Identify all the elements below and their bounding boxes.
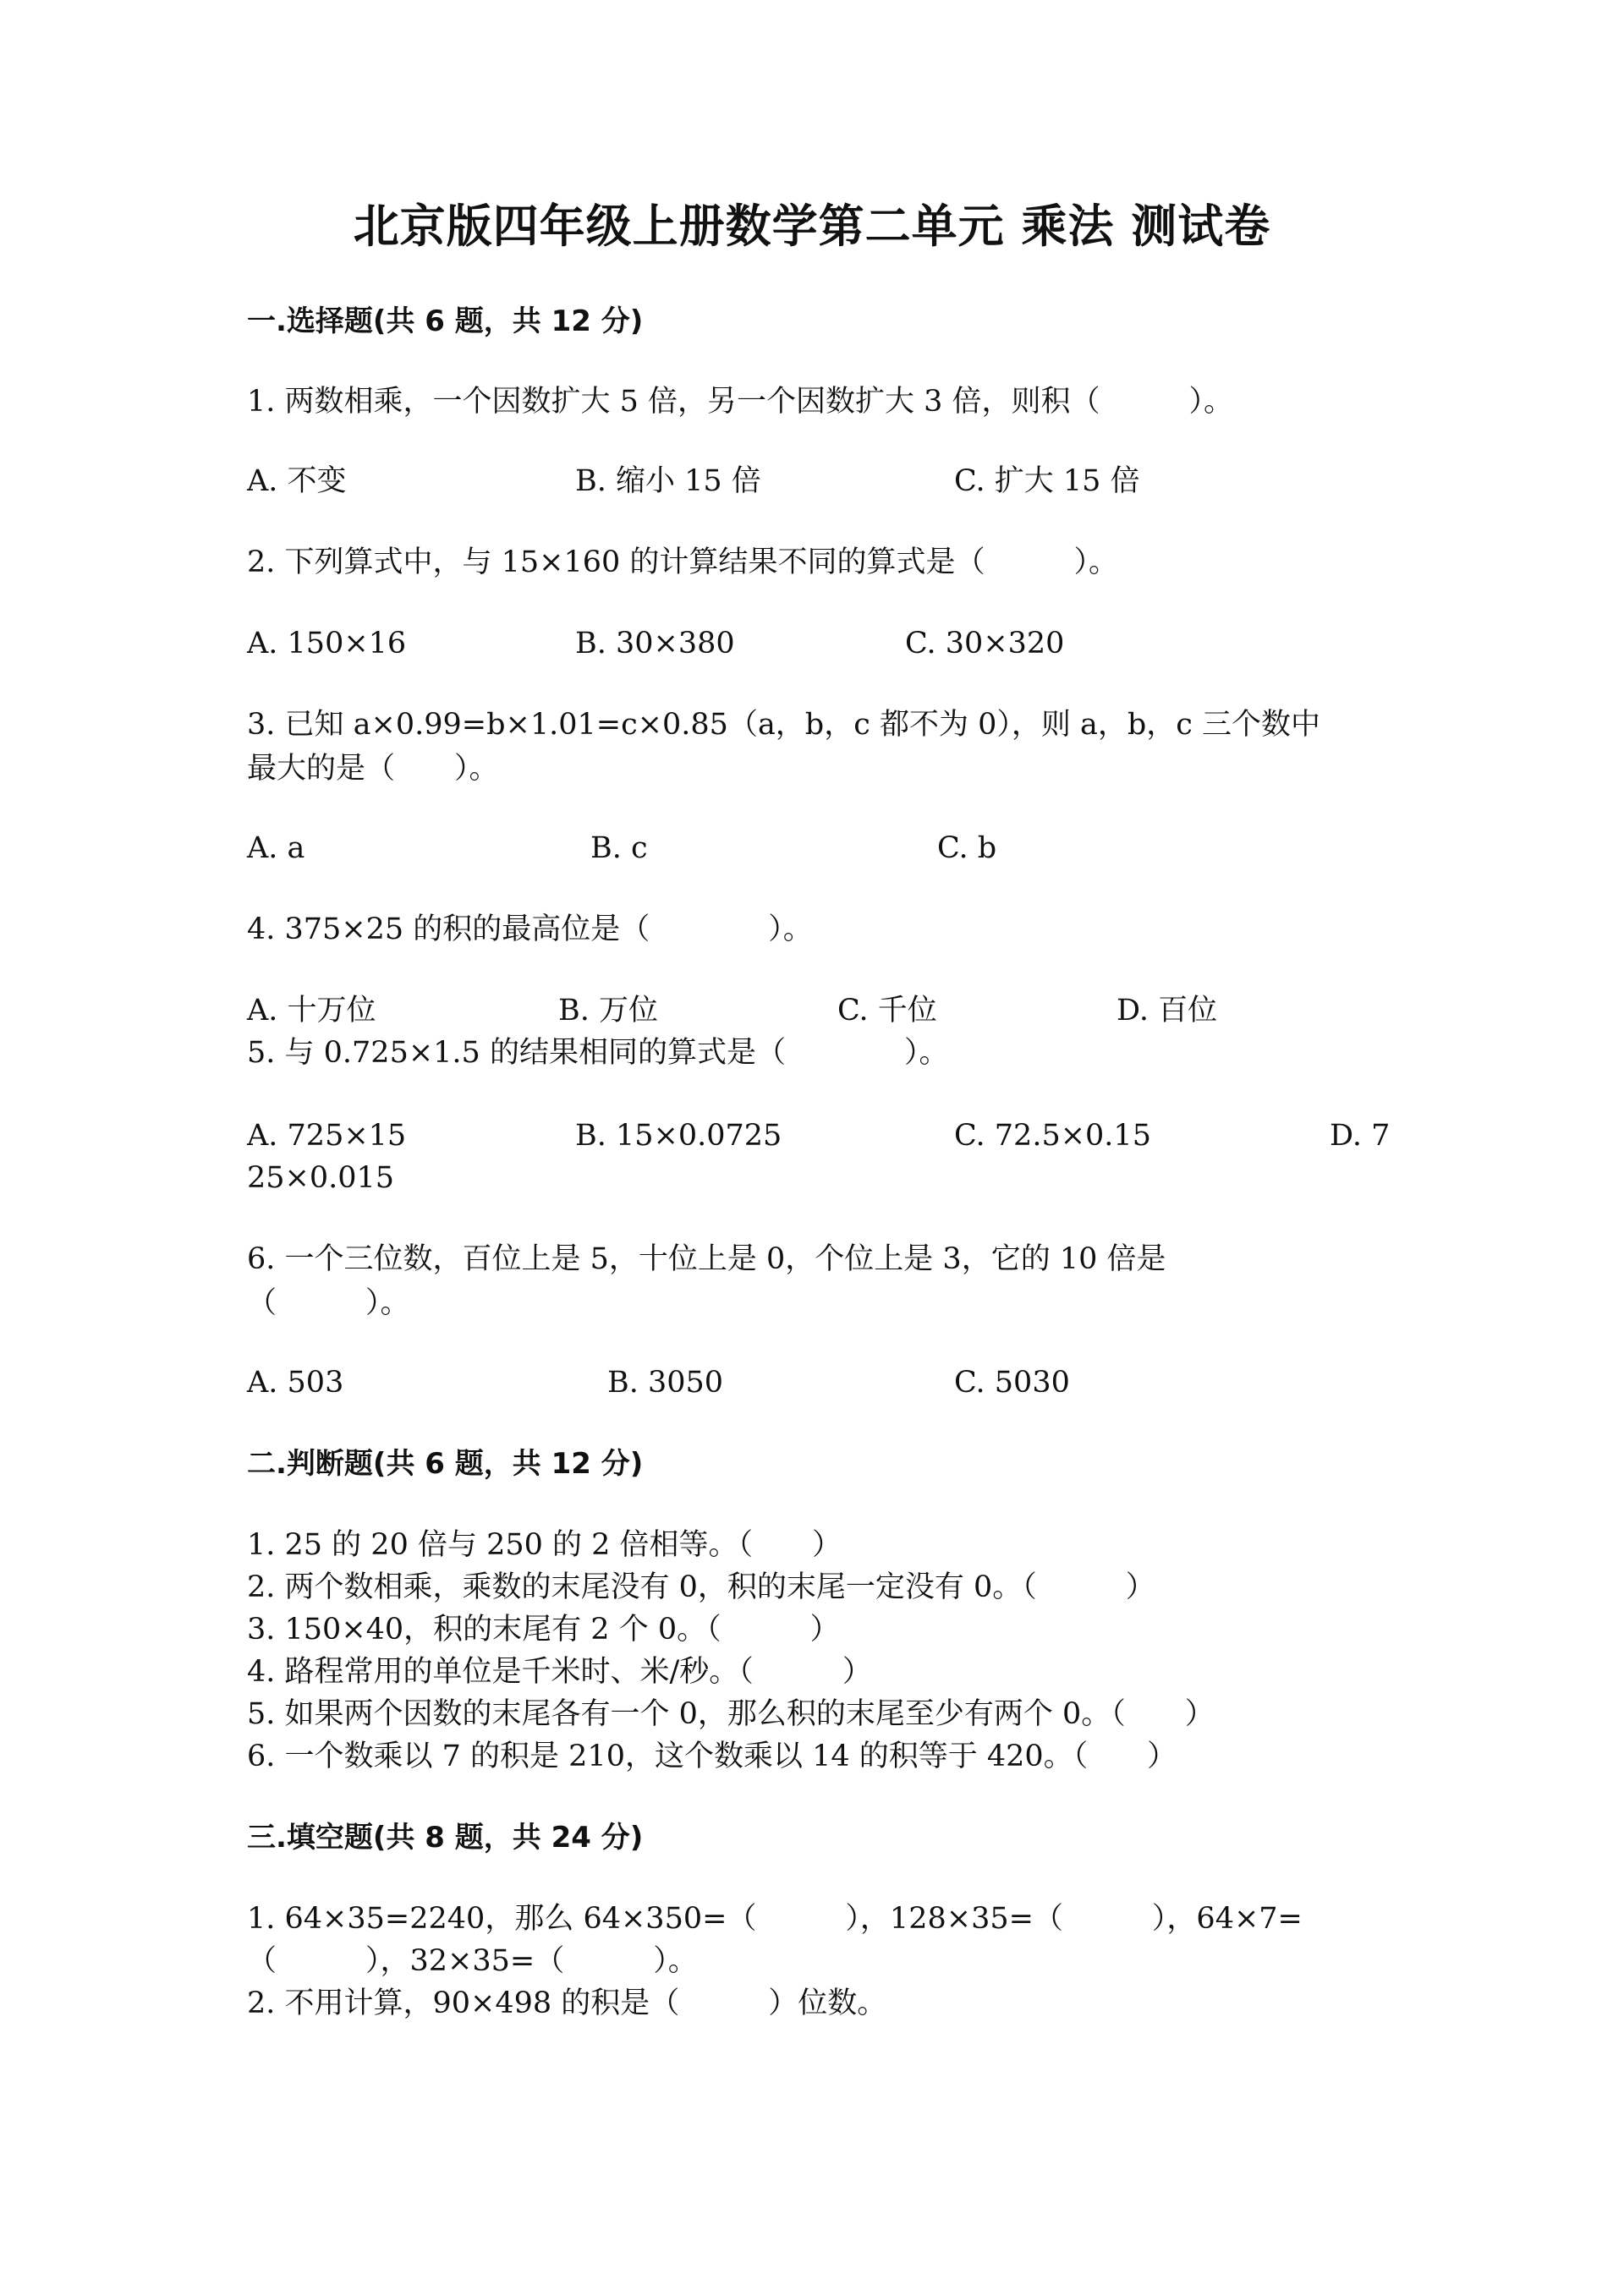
option-b: B. 缩小 15 倍 <box>575 464 761 498</box>
fill-in-question-continued: （ ），32×35=（ ）。 <box>247 1944 698 1978</box>
option-c: C. b <box>937 831 997 865</box>
question-stem-continued: （ ）。 <box>247 1286 410 1320</box>
option-a: A. a <box>247 831 305 865</box>
question-stem-continued: 最大的是（ ）。 <box>247 752 499 786</box>
option-c: C. 扩大 15 倍 <box>954 464 1140 498</box>
question-stem: 1. 两数相乘，一个因数扩大 5 倍，另一个因数扩大 3 倍，则积（ ）。 <box>247 385 1234 419</box>
judgment-item: 1. 25 的 20 倍与 250 的 2 倍相等。（ ） <box>247 1528 842 1562</box>
question-stem: 6. 一个三位数，百位上是 5，十位上是 0，个位上是 3，它的 10 倍是 <box>247 1242 1166 1276</box>
option-b: B. 万位 <box>558 994 658 1027</box>
question-stem: 4. 375×25 的积的最高位是（ ）。 <box>247 912 813 946</box>
option-a: A. 150×16 <box>247 627 407 660</box>
question-stem: 2. 下列算式中，与 15×160 的计算结果不同的算式是（ ）。 <box>247 545 1118 579</box>
option-b: B. 30×380 <box>575 627 735 660</box>
section-heading-choice: 一.选择题(共 6 题，共 12 分) <box>247 304 644 338</box>
option-c: C. 30×320 <box>905 627 1065 660</box>
judgment-item: 3. 150×40，积的末尾有 2 个 0。（ ） <box>247 1613 840 1647</box>
option-a: A. 十万位 <box>247 994 376 1027</box>
section-heading-fill-in: 三.填空题(共 8 题，共 24 分) <box>247 1821 644 1855</box>
judgment-item: 4. 路程常用的单位是千米时、米/秒。（ ） <box>247 1655 872 1689</box>
fill-in-question: 1. 64×35=2240，那么 64×350=（ ），128×35=（ ），64×7= <box>247 1902 1303 1936</box>
option-b: B. c <box>590 831 648 865</box>
option-b: B. 3050 <box>607 1366 724 1400</box>
fill-in-question: 2. 不用计算，90×498 的积是（ ）位数。 <box>247 1986 887 2020</box>
judgment-item: 5. 如果两个因数的末尾各有一个 0，那么积的末尾至少有两个 0。（ ） <box>247 1697 1215 1731</box>
option-c: C. 5030 <box>954 1366 1070 1400</box>
option-a: A. 不变 <box>247 464 347 498</box>
page-title: 北京版四年级上册数学第二单元 乘法 测试卷 <box>353 200 1271 253</box>
option-d-continued: 25×0.015 <box>247 1161 395 1195</box>
question-stem: 3. 已知 a×0.99=b×1.01=c×0.85（a，b，c 都不为 0），则 a，b，c 三个数中 <box>247 708 1320 742</box>
judgment-item: 6. 一个数乘以 7 的积是 210，这个数乘以 14 的积等于 420。（ ） <box>247 1740 1177 1773</box>
question-stem: 5. 与 0.725×1.5 的结果相同的算式是（ ）。 <box>247 1036 949 1070</box>
option-d: D. 百位 <box>1116 994 1218 1027</box>
option-a: A. 725×15 <box>247 1119 407 1153</box>
section-heading-judgment: 二.判断题(共 6 题，共 12 分) <box>247 1447 644 1481</box>
option-b: B. 15×0.0725 <box>575 1119 782 1153</box>
option-a: A. 503 <box>247 1366 344 1400</box>
option-c: C. 千位 <box>837 994 937 1027</box>
option-d: D. 7 <box>1330 1119 1391 1153</box>
option-c: C. 72.5×0.15 <box>954 1119 1151 1153</box>
judgment-item: 2. 两个数相乘，乘数的末尾没有 0，积的末尾一定没有 0。（ ） <box>247 1570 1155 1604</box>
